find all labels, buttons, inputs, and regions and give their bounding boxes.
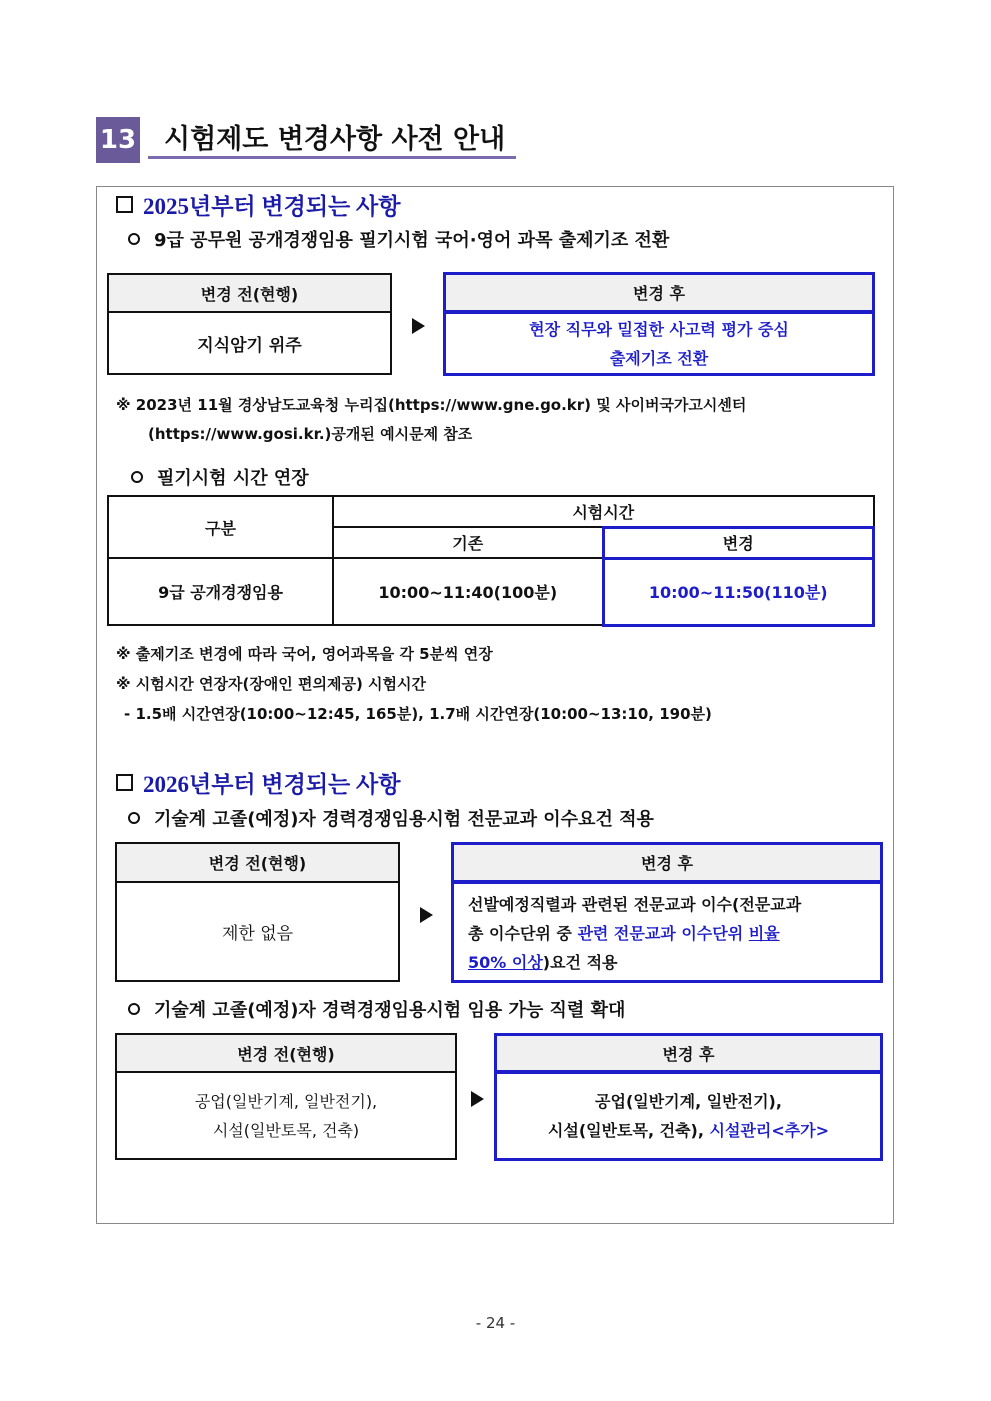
before-body: 지식암기 위주 (107, 313, 392, 375)
after-body: 공업(일반기계, 일반전기), 시설(일반토목, 건축), 시설관리<추가> (494, 1071, 883, 1161)
row-changed: 10:00~11:50(110분) (603, 558, 874, 625)
arrow-right-icon (412, 318, 425, 334)
row-existing: 10:00~11:40(100분) (333, 558, 603, 625)
section-number-badge: 13 (96, 117, 140, 163)
section-heading-2025: 2025년부터 변경되는 사항 (116, 190, 400, 218)
circle-bullet-icon (131, 471, 143, 483)
subitem-title-2025-1: 9급 공무원 공개경쟁임용 필기시험 국어·영어 과목 출제기조 전환 (128, 226, 669, 252)
before-header: 변경 전(현행) (115, 842, 400, 883)
page-title: 시험제도 변경사항 사전 안내 (148, 117, 516, 159)
reference-note-line2: (https://www.gosi.kr.)공개된 예시문제 참조 (148, 425, 473, 443)
page-number: - 24 - (475, 1314, 516, 1332)
after-header: 변경 후 (494, 1033, 883, 1073)
circle-bullet-icon (128, 233, 140, 245)
checkbox-icon (116, 774, 133, 791)
arrow-right-icon (420, 907, 433, 923)
before-header: 변경 전(현행) (115, 1033, 457, 1073)
note-extension: ※ 출제기조 변경에 따라 국어, 영어과목을 각 5분씩 연장 (116, 645, 493, 663)
col-category: 구분 (108, 496, 333, 558)
note-accommodation-detail: - 1.5배 시간연장(10:00~12:45, 165분), 1.7배 시간연장(10:00~13:10, 190분) (124, 705, 712, 723)
before-body: 제한 없음 (115, 883, 400, 982)
exam-time-table (107, 495, 875, 627)
before-body: 공업(일반기계, 일반전기), 시설(일반토목, 건축) (115, 1073, 457, 1160)
after-header: 변경 후 (443, 272, 875, 313)
col-exam-time: 시험시간 (333, 496, 873, 527)
col-changed: 변경 (603, 527, 874, 558)
subitem-title-2026-2: 기술계 고졸(예정)자 경력경쟁임용시험 임용 가능 직렬 확대 (128, 996, 625, 1022)
subitem-title-2026-1: 기술계 고졸(예정)자 경력경쟁임용시험 전문교과 이수요건 적용 (128, 805, 654, 831)
arrow-right-icon (471, 1091, 484, 1107)
subitem-title-2025-2: 필기시험 시간 연장 (131, 464, 309, 490)
after-body: 현장 직무와 밀접한 사고력 평가 중심 출제기조 전환 (443, 311, 875, 376)
col-existing: 기존 (333, 527, 603, 558)
section-heading-2026: 2026년부터 변경되는 사항 (116, 768, 400, 796)
note-accommodation: ※ 시험시간 연장자(장애인 편의제공) 시험시간 (116, 675, 427, 693)
circle-bullet-icon (128, 812, 140, 824)
after-body: 선발예정직렬과 관련된 전문교과 이수(전문교과 총 이수단위 중 관련 전문교과 이수단위 비율 50% 이상)요건 적용 (451, 881, 883, 983)
before-header: 변경 전(현행) (107, 273, 392, 313)
after-header: 변경 후 (451, 842, 883, 883)
checkbox-icon (116, 196, 133, 213)
circle-bullet-icon (128, 1003, 140, 1015)
reference-note: ※ 2023년 11월 경상남도교육청 누리집(https://www.gne.go.kr) 및 사이버국가고시센터 (116, 396, 747, 414)
row-label: 9급 공개경쟁임용 (108, 558, 333, 625)
